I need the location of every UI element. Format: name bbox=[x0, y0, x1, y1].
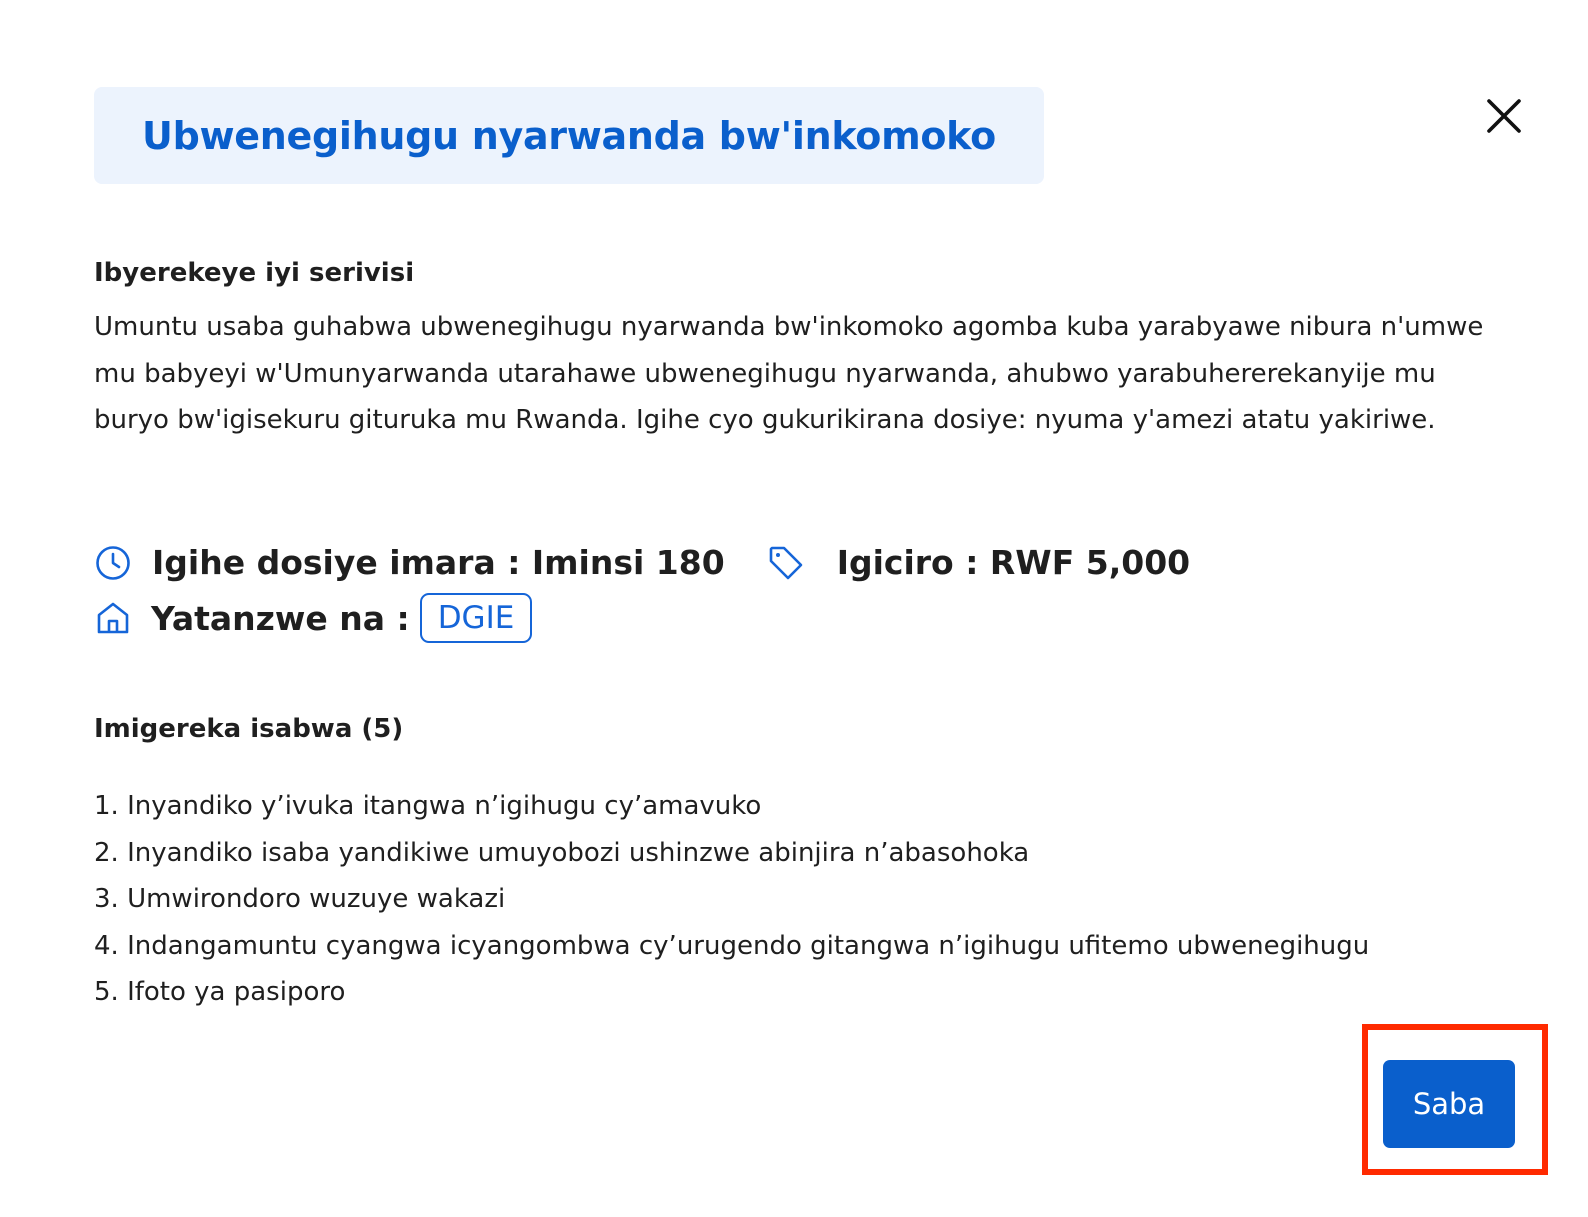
dialog-title: Ubwenegihugu nyarwanda bw'inkomoko bbox=[142, 113, 996, 158]
close-icon bbox=[1484, 96, 1524, 136]
list-item: 1. Inyandiko y’ivuka itangwa n’igihugu cy’amavuko bbox=[94, 791, 762, 821]
list-item: 2. Inyandiko isaba yandikiwe umuyobozi ushinzwe abinjira n’abasohoka bbox=[94, 837, 1030, 868]
list-item: 4. Indangamuntu cyangwa icyangombwa cy’urugendo gitangwa n’igihugu ufitemo ubwenegihugu bbox=[94, 930, 1370, 961]
agency-badge[interactable]: DGIE bbox=[420, 593, 533, 643]
provider-label: Yatanzwe na : bbox=[151, 598, 410, 638]
about-heading: Ibyerekeye iyi serivisi bbox=[94, 258, 415, 288]
price: Igiciro : RWF 5,000 bbox=[836, 543, 1191, 582]
requirements-heading: Imigereka isabwa (5) bbox=[94, 714, 404, 744]
service-description: Umuntu usaba guhabwa ubwenegihugu nyarwanda bw'inkomoko agomba kuba yarabyawe nibura n'umwe mu babyeyi w'Umunyarwanda utarahawe ubwenegihugu nyarwanda, ahubwo yarabuhererekanyije mu buryo bw'igisekuru gituruka mu Rwanda. Igihe cyo gukurikirana dosiye: nyuma y'amezi atatu yakiriwe. bbox=[94, 312, 1484, 435]
meta-row-time-price bbox=[94, 543, 1190, 582]
price-tag-icon bbox=[767, 544, 805, 582]
home-icon bbox=[94, 599, 132, 637]
dialog-title-box bbox=[94, 87, 1044, 184]
processing-time: Igihe dosiye imara : Iminsi 180 bbox=[152, 543, 725, 582]
meta-row-provider bbox=[94, 593, 532, 643]
requirements-list bbox=[94, 783, 1369, 1016]
apply-button[interactable]: Saba bbox=[1383, 1060, 1515, 1148]
clock-icon bbox=[94, 544, 132, 582]
list-item: 3. Umwirondoro wuzuye wakazi bbox=[94, 884, 506, 914]
close-button[interactable] bbox=[1484, 96, 1524, 136]
list-item: 5. Ifoto ya pasiporo bbox=[94, 977, 346, 1007]
